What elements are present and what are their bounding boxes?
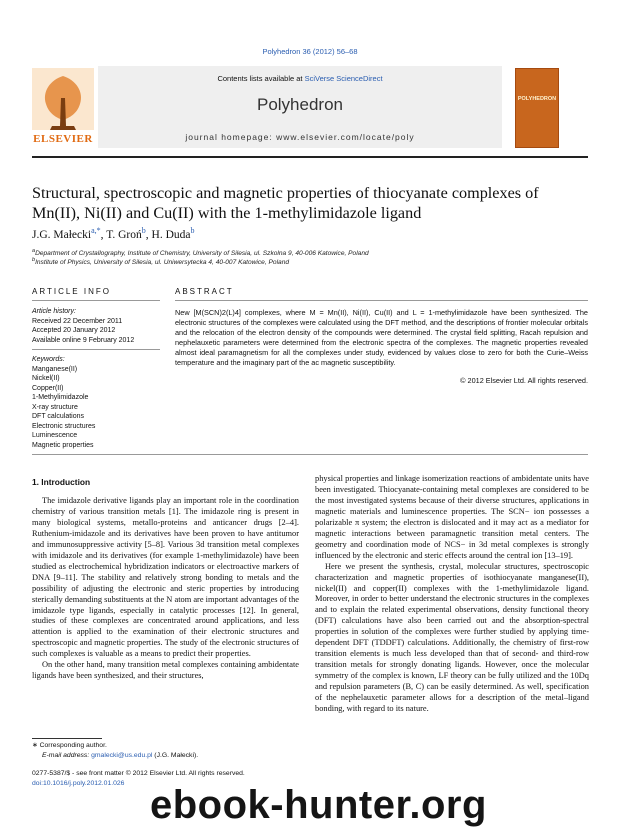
journal-title: Polyhedron bbox=[256, 95, 343, 114]
section-heading: 1. Introduction bbox=[32, 477, 91, 487]
keyword: DFT calculations bbox=[32, 413, 85, 420]
keyword: Nickel(II) bbox=[32, 375, 60, 382]
divider bbox=[175, 300, 588, 301]
affiliation bbox=[32, 257, 289, 266]
sciencedirect-link[interactable]: SciVerse ScienceDirect bbox=[304, 74, 383, 83]
keyword: X-ray structure bbox=[32, 403, 78, 411]
abstract-copyright: © 2012 Elsevier Ltd. All rights reserved. bbox=[460, 376, 588, 385]
journal-citation[interactable]: Polyhedron 36 (2012) 56–68 bbox=[262, 47, 358, 56]
elsevier-wordmark: ELSEVIER bbox=[33, 133, 93, 145]
abstract-heading: ABSTRACT bbox=[175, 287, 234, 296]
journal-homepage[interactable]: journal homepage: www.elsevier.com/locate/poly bbox=[185, 132, 415, 142]
divider bbox=[32, 454, 588, 455]
divider bbox=[32, 349, 160, 350]
email-suffix: (J.G. Małecki). bbox=[152, 752, 199, 759]
author-affiliation-marker[interactable]: b bbox=[141, 226, 146, 235]
article-history bbox=[32, 307, 162, 345]
issn-line: 0277-5387/$ - see front matter © 2012 Elsevier Ltd. All rights reserved. bbox=[32, 770, 245, 777]
keyword: Luminescence bbox=[32, 432, 78, 439]
affiliation-marker: b bbox=[32, 257, 36, 263]
history-item: Received 22 December 2011 bbox=[32, 317, 123, 325]
affiliation-marker: a bbox=[32, 248, 36, 254]
header-rule bbox=[32, 156, 588, 158]
author-separator: , bbox=[145, 228, 152, 241]
contents-line bbox=[98, 74, 502, 83]
paragraph: The imidazole derivative ligands play an important role in the coordination chemistry of various transition metals [1]. The imidazole ring is present in many biological systems, metallo-proteins and anticancer drugs [2–4]. Ruthenium-imidazole and its derivatives have been proven to have antitumor and immunosuppressive activity [5–8]. Various 3d transition metal complexes with imidazole and its derivatives (for example 1-methylimidazole) have been studied as electrochemical hybridization indicators or electroactive markers of DNA [9–11]. The stability and relatively strong bonding to metals and the possibility of adjusting the electronic and steric properties by introducing sterically demanding substituents at the N atom are important advantages of the imidazole type ligands, especially in catalytic processes [12]. In general, studies of these complexes are concentrated around applications, and less attention is applied to the examination of their electronic structures and spectroscopic and magnetic properties. The study of the electronic structures of such complexes is valuable as a means to predict their properties. bbox=[32, 496, 299, 659]
doi-link[interactable]: doi:10.1016/j.poly.2012.01.026 bbox=[32, 780, 125, 787]
paragraph: Here we present the synthesis, crystal, molecular structures, spectroscopic characterization and magnetic properties of isothiocyanate manganese(II), nickel(II) and copper(II) complexes with the 1-methylimidazole ligand. Moreover, in order to better understand the electronic structures in the complexes and to explain the related experimental observations, density functional theory (DFT) calculations have also been carried out and the absorption-spectral properties in solution of the complexes were further studied by applying time-dependent DFT (TDDFT) calculations. Additionally, the chemistry of first-row transition elements is much less developed than that of second- and third-row transition metals for strongly donating ligands. However, once the molecular symmetry of the complex is known, LF theory can be fully utilized and the 10Dq and repulsion parameters (B, C) can be easily determined. As well, specification of the nephelauxetic parameter allows for a description of the metal–ligand bonding, with regard to its nature. bbox=[315, 561, 589, 714]
author-separator: , bbox=[100, 228, 107, 241]
keyword: Electronic structures bbox=[32, 422, 96, 430]
abstract-text: New [M(SCN)2(L)4] complexes, where M = Mn(II), Ni(II), Cu(II) and L = 1-methylimidazole have been synthesized. The electronic structures of the complexes were calculated using the DFT method, and the descriptions of frontier molecular orbitals and the relocation of the electron density of the compounds were determined. The crystal field splitting, Racah repulsion and nephelauxetic parameters were determined from the electronic spectra of the complexes. The magnetic properties revealed almost ideal paramagnetism for all the complexes under study, evidenced by values close to zero for both the Curie–Weiss temperature and the imaginary part of the ac magnetic susceptibility. bbox=[175, 308, 588, 367]
affiliation-text: Department of Crystallography, Institute of Chemistry, University of Silesia, ul. Szkolna 9, 40-006 Katowice, Poland bbox=[35, 250, 369, 258]
affiliation bbox=[32, 248, 369, 257]
author-list bbox=[32, 226, 194, 241]
email-note bbox=[42, 752, 198, 759]
footnote-rule bbox=[32, 738, 102, 739]
body-column-right bbox=[315, 474, 589, 715]
email-link[interactable]: gmalecki@us.edu.pl bbox=[91, 752, 153, 759]
email-label: E-mail address: bbox=[42, 752, 92, 759]
paragraph: On the other hand, many transition metal complexes containing ambidentate ligands have been synthesized, and their structures, bbox=[32, 660, 299, 681]
affiliation-text: Institute of Physics, University of Silesia, ul. Uniwersytecka 4, 40-007 Katowice, Poland bbox=[35, 259, 290, 267]
watermark: ebook-hunter.org bbox=[150, 783, 487, 827]
history-item: Available online 9 February 2012 bbox=[32, 336, 135, 344]
keywords bbox=[32, 355, 162, 450]
journal-cover-thumbnail bbox=[515, 68, 559, 148]
author-affiliation-marker[interactable]: a,* bbox=[91, 226, 101, 235]
keyword: Copper(II) bbox=[32, 384, 64, 392]
history-item: Accepted 20 January 2012 bbox=[32, 327, 116, 334]
article-info-heading: ARTICLE INFO bbox=[32, 287, 111, 296]
keyword: Magnetic properties bbox=[32, 441, 94, 449]
keyword: 1-Methylimidazole bbox=[32, 394, 89, 401]
divider bbox=[32, 300, 160, 301]
body-column-left bbox=[32, 496, 299, 682]
corresponding-author-note: ∗ Corresponding author. bbox=[32, 742, 107, 749]
history-label: Article history: bbox=[32, 308, 76, 315]
keyword: Manganese(II) bbox=[32, 365, 78, 373]
author-name: T. Groń bbox=[106, 228, 142, 241]
contents-prefix: Contents lists available at bbox=[217, 74, 305, 83]
author-affiliation-marker[interactable]: b bbox=[190, 226, 195, 235]
keywords-label: Keywords: bbox=[32, 356, 65, 363]
author-name: J.G. Małecki bbox=[32, 228, 92, 241]
cover-title: POLYHEDRON bbox=[517, 96, 557, 102]
paragraph: physical properties and linkage isomerization reactions of ambidentate units have been investigated. Thiocyanate-containing metal complexes are considered to be the most investigated systems because of their diverse structures, applications in magnetic materials and luminescence properties. The SCN− ion possesses a polarizable π system; the electron is dislocated and it may act as a mediator for magnetic interactions between paramagnetic transition metal centers. The geometry and coordination mode of NCS− in 3d metal complexes is strongly influenced by the electronic and steric effects around the central ion [13–19]. bbox=[315, 474, 589, 560]
paper-title: Structural, spectroscopic and magnetic properties of thiocyanate complexes of Mn(II), Ni(II) and Cu(II) with the 1-methylimidazole ligand bbox=[32, 184, 539, 222]
author-name: H. Duda bbox=[151, 228, 191, 241]
